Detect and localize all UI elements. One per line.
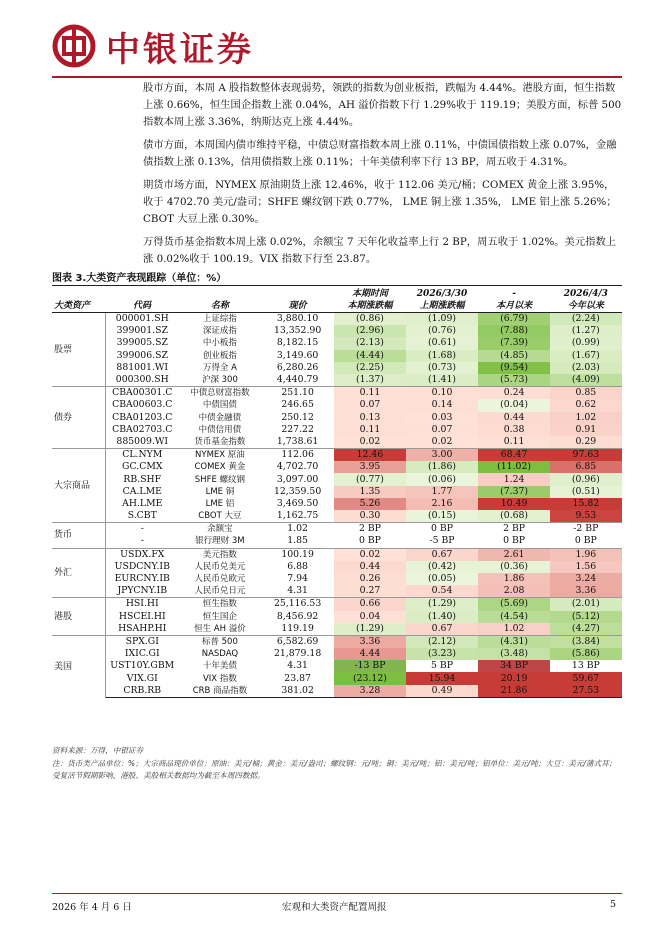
table-row: [52, 648, 622, 660]
asset-name-cell: 人民币兑美元: [194, 561, 246, 572]
asset-class-label: 货币: [52, 523, 105, 548]
asset-name-cell: 上证综指: [202, 314, 237, 325]
footer-title: 宏观和大类资产配置周报: [282, 902, 387, 913]
change-cell: 0.11: [478, 436, 549, 449]
table-row: [52, 473, 622, 485]
change-cell: 0 BP: [406, 523, 479, 536]
change-cell: 6.85: [550, 461, 622, 473]
asset-code-cell: IXIC.GI: [124, 648, 160, 660]
asset-name-cell: 深证成指: [202, 326, 237, 337]
price-cell: 1.02: [261, 523, 334, 536]
asset-name-cell: SHFE 螺纹钢: [194, 474, 246, 485]
asset-name-cell: VIX 指数: [202, 673, 237, 684]
table-body: [52, 313, 622, 698]
asset-class-label: 大宗商品: [52, 449, 105, 523]
change-cell: 0.30: [334, 510, 405, 523]
change-cell: (2.03): [550, 362, 622, 374]
change-cell: (3.84): [550, 635, 622, 648]
change-cell: (2.01): [550, 598, 622, 611]
change-cell: 0.07: [406, 424, 479, 436]
change-cell: 0.03: [406, 412, 479, 424]
asset-code-cell: VIX.GI: [126, 672, 158, 684]
change-cell: (1.27): [550, 325, 622, 337]
change-cell: (7.88): [478, 325, 549, 337]
change-cell: (0.99): [550, 337, 622, 349]
asset-code-cell: HSI.HI: [105, 598, 179, 611]
price-cell: 246.65: [281, 399, 314, 411]
header-top-cell: 本期时间: [351, 289, 388, 299]
asset-code-cell: UST10Y.GBM: [110, 660, 175, 672]
table-row: [52, 337, 622, 349]
price-cell: 6,582.69: [261, 635, 334, 648]
change-cell: (0.36): [478, 561, 549, 573]
asset-name-cell: 中债总财富指数: [179, 387, 261, 400]
change-cell: (0.96): [550, 473, 622, 485]
header-cell: 大类资产: [52, 300, 105, 313]
asset-code-cell: EURCNY.IB: [114, 573, 170, 585]
price-cell: 1,738.61: [276, 435, 319, 447]
change-cell: (9.54): [478, 362, 549, 374]
table-row: [52, 611, 622, 623]
table-row: [52, 660, 622, 672]
change-cell: 1.77: [406, 486, 479, 498]
change-cell: (4.44): [334, 350, 405, 362]
change-cell: (0.06): [406, 473, 479, 485]
asset-code-cell: 000001.SH: [115, 313, 169, 325]
header-cell: 今年以来: [550, 300, 622, 313]
change-cell: (0.15): [406, 510, 479, 523]
asset-name-cell: CRB 商品指数: [179, 685, 261, 698]
change-cell: (5.86): [550, 648, 622, 660]
price-cell: 21,879.18: [273, 648, 322, 660]
change-cell: -5 BP: [429, 535, 455, 547]
price-cell: 3,097.00: [276, 473, 319, 485]
figure-rule: [52, 285, 622, 286]
bank-of-china-logo-icon: [52, 24, 96, 68]
asset-code-cell: -: [105, 523, 179, 536]
table-row: [52, 598, 622, 611]
brand-logo: [52, 22, 254, 70]
asset-code-cell: HSAHP.HI: [118, 622, 167, 634]
asset-name-cell: 标普 500: [179, 635, 261, 648]
change-cell: (7.37): [478, 486, 549, 498]
change-cell: (1.29): [406, 598, 479, 611]
change-cell: 3.28: [334, 685, 405, 698]
change-cell: 12.46: [334, 449, 405, 462]
price-cell: 8,182.15: [276, 337, 319, 349]
change-cell: 1.02: [550, 412, 622, 424]
change-cell: (1.86): [406, 461, 479, 473]
change-cell: 15.94: [406, 672, 479, 684]
change-cell: 0.44: [478, 412, 549, 424]
price-cell: 13,352.90: [273, 325, 322, 337]
asset-class-label: 股票: [52, 313, 105, 387]
header-top-cell: [179, 288, 261, 300]
asset-performance-table: [52, 288, 622, 698]
table-row: [52, 424, 622, 436]
price-cell: 3,149.60: [276, 349, 319, 361]
change-cell: 2 BP: [334, 523, 405, 536]
change-cell: (0.61): [406, 337, 479, 349]
table-row: [52, 510, 622, 523]
change-cell: (4.09): [550, 374, 622, 387]
asset-name-cell: 人民币兑日元: [194, 586, 246, 597]
footer-date: 2026 年 4 月 6 日: [52, 902, 132, 913]
change-cell: (2.24): [550, 313, 622, 326]
header-top-cell: [261, 288, 334, 300]
asset-name-cell: 创业板指: [202, 350, 237, 361]
change-cell: (4.85): [478, 350, 549, 362]
change-cell: 0.07: [334, 399, 405, 411]
change-cell: 3.24: [550, 573, 622, 585]
change-cell: 2.16: [406, 498, 479, 510]
change-cell: 21.86: [478, 685, 549, 698]
price-cell: 8,456.92: [276, 610, 319, 622]
change-cell: 0.11: [334, 387, 405, 400]
table-row: [52, 461, 622, 473]
asset-name-cell: NASDAQ: [201, 649, 239, 660]
asset-code-cell: CBA00603.C: [112, 399, 173, 411]
asset-code-cell: JPYCNY.IB: [117, 585, 168, 597]
asset-class-label: 美国: [52, 635, 105, 697]
table-row: [52, 486, 622, 498]
price-cell: 3,469.50: [276, 497, 319, 509]
asset-code-cell: SPX.GI: [105, 635, 179, 648]
change-cell: 3.95: [334, 461, 405, 473]
change-cell: (0.04): [478, 399, 549, 411]
change-cell: 1.35: [334, 486, 405, 498]
change-cell: 0 BP: [503, 535, 526, 547]
change-cell: 1.24: [478, 473, 549, 485]
table-row: [52, 325, 622, 337]
change-cell: 0 BP: [358, 535, 381, 547]
price-cell: 1.85: [287, 535, 308, 547]
price-cell: 251.10: [261, 387, 334, 400]
price-cell: 3,880.10: [276, 313, 319, 325]
price-cell: 25,116.53: [261, 598, 334, 611]
price-cell: 4.31: [287, 660, 308, 672]
change-cell: 3.00: [406, 449, 479, 462]
change-cell: 0.91: [550, 424, 622, 436]
asset-name-cell: 美元指数: [179, 548, 261, 561]
table-row: [52, 548, 622, 561]
price-cell: 4,702.70: [276, 461, 319, 473]
change-cell: (5.12): [550, 611, 622, 623]
change-cell: 97.63: [550, 449, 622, 462]
change-cell: 10.49: [478, 498, 549, 510]
header-top-cell: [52, 288, 105, 300]
asset-name-cell: 恒生国企: [202, 611, 237, 622]
change-cell: 0.11: [334, 424, 405, 436]
table-row: [52, 436, 622, 449]
asset-name-cell: NYMEX 原油: [179, 449, 261, 462]
header-cell: 代码: [105, 300, 179, 313]
source-note: 资料来源：万得，中银证券: [52, 746, 144, 755]
change-cell: (23.12): [334, 672, 405, 684]
asset-name-cell: 余额宝: [179, 523, 261, 536]
header-top-cell: -: [512, 289, 516, 299]
asset-code-cell: HSCEI.HI: [118, 610, 166, 622]
change-cell: (2.12): [406, 635, 479, 648]
table-row: [52, 623, 622, 636]
paragraph-futures: 期货市场方面，NYMEX 原油期货上涨 12.46%，收于 112.06 美元/桶；COMEX 黄金上涨 3.95%，收于 4702.70 美元/盎司；SHFE 螺纹钢下跌 0.77%， LME 铜上涨 1.35%， LME 铝上涨 5.26%；CBOT 大豆上涨 0.30%。: [143, 179, 617, 225]
change-cell: 3.36: [550, 585, 622, 598]
asset-name-cell: 恒生 AH 溢价: [194, 623, 246, 634]
asset-code-cell: AH.LME: [122, 497, 163, 509]
asset-name-cell: 人民币兑欧元: [194, 574, 246, 585]
asset-code-cell: 881001.WI: [116, 361, 169, 373]
asset-name-cell: 银行理财 3M: [195, 536, 245, 547]
change-cell: (1.41): [406, 374, 479, 387]
change-cell: (1.40): [406, 611, 479, 623]
asset-name-cell: 中债金融债: [198, 412, 242, 423]
change-cell: 0.02: [334, 548, 405, 561]
change-cell: 34 BP: [478, 660, 549, 672]
asset-code-cell: RB.SHF: [123, 473, 162, 485]
change-cell: (5.69): [478, 598, 549, 611]
change-cell: (6.79): [478, 313, 549, 326]
change-cell: 0.29: [550, 436, 622, 449]
table-row: [52, 523, 622, 536]
change-cell: 59.67: [550, 672, 622, 684]
change-cell: (0.68): [478, 510, 549, 523]
change-cell: 20.19: [478, 672, 549, 684]
table-row: [52, 685, 622, 698]
table-row: [52, 374, 622, 387]
asset-name-cell: 货币基金指数: [194, 436, 246, 447]
change-cell: 13 BP: [571, 660, 600, 672]
asset-name-cell: 十年美债: [202, 661, 237, 672]
change-cell: 0.04: [334, 611, 405, 623]
table-row: [52, 535, 622, 548]
price-cell: 6,280.26: [276, 361, 319, 373]
price-cell: 227.22: [281, 423, 314, 435]
change-cell: (0.76): [406, 325, 479, 337]
figure-title: 图表 3.大类资产表现跟踪（单位：%）: [52, 273, 227, 284]
change-cell: 0.67: [406, 548, 479, 561]
change-cell: (1.67): [550, 350, 622, 362]
price-cell: 23.87: [284, 672, 311, 684]
asset-code-cell: GC.CMX: [122, 461, 163, 473]
table-row: [52, 362, 622, 374]
change-cell: 0.85: [550, 387, 622, 400]
table-row: [52, 313, 622, 326]
change-cell: (7.39): [478, 337, 549, 349]
price-cell: 381.02: [261, 685, 334, 698]
footer-page-number: 5: [610, 899, 617, 910]
price-cell: 100.19: [261, 548, 334, 561]
asset-code-cell: 000300.SH: [115, 374, 169, 386]
table-row: [52, 573, 622, 585]
asset-name-cell: 沪深 300: [201, 375, 238, 386]
change-cell: (2.96): [334, 325, 405, 337]
asset-name-cell: COMEX 黄金: [194, 462, 246, 473]
change-cell: -13 BP: [334, 660, 405, 672]
header-top-cell: [105, 288, 179, 300]
change-cell: (4.27): [550, 623, 622, 636]
change-cell: (4.31): [478, 635, 549, 648]
change-cell: 3.36: [334, 635, 405, 648]
brand-name: 中银证券: [106, 29, 254, 70]
table-footnote: 注：货币类产品单位：%；大宗商品现价单位：原油：美元/桶；黄金：美元/盎司；螺纹钢：元/吨；铜：美元/吨；铝：美元/吨；铝单位：美元/吨；大豆：美元/蒲式耳；受复活节假期影响，港股、美股相关数据均为截至本周四数据。: [52, 759, 617, 780]
change-cell: 0.02: [406, 436, 479, 449]
table-row: [52, 350, 622, 362]
price-cell: 112.06: [261, 449, 334, 462]
change-cell: 0.67: [406, 623, 479, 636]
paragraph-money: 万得货币基金指数本周上涨 0.02%，余额宝 7 天年化收益率上行 2 BP，周五收于 1.02%。美元指数上涨 0.02%收于 100.19。VIX 指数下行至 23.87。: [143, 236, 617, 265]
price-cell: 12,359.50: [273, 485, 322, 497]
header-top-cell: 2026/4/3: [563, 289, 608, 299]
price-cell: 1,162.75: [276, 510, 319, 522]
asset-code-cell: CBA02703.C: [112, 423, 173, 435]
change-cell: 2.61: [478, 548, 549, 561]
change-cell: 68.47: [478, 449, 549, 462]
body-text: [143, 80, 624, 274]
asset-name-cell: CBOT 大豆: [198, 511, 242, 522]
change-cell: 1.96: [550, 548, 622, 561]
change-cell: (3.48): [478, 648, 549, 660]
asset-code-cell: 399005.SZ: [116, 337, 168, 349]
change-cell: 27.53: [550, 685, 622, 698]
header-top-cell: 2026/3/30: [416, 289, 468, 299]
asset-class-label: 债券: [52, 387, 105, 449]
asset-name-cell: 恒生指数: [179, 598, 261, 611]
change-cell: 0.24: [478, 387, 549, 400]
change-cell: (0.77): [334, 473, 405, 485]
asset-name-cell: 中债国债: [202, 400, 237, 411]
table-row: [52, 672, 622, 684]
change-cell: 0.66: [334, 598, 405, 611]
change-cell: 0.38: [478, 424, 549, 436]
asset-code-cell: CRB.RB: [105, 685, 179, 698]
asset-name-cell: 万得全 A: [202, 362, 237, 373]
asset-name-cell: LME 铝: [205, 498, 235, 509]
change-cell: (2.13): [334, 337, 405, 349]
table-row: [52, 561, 622, 573]
change-cell: (0.86): [334, 313, 405, 326]
change-cell: (0.05): [406, 573, 479, 585]
asset-name-cell: 中小板指: [202, 338, 237, 349]
asset-class-label: 外汇: [52, 548, 105, 598]
table-row: [52, 449, 622, 462]
asset-code-cell: CBA00301.C: [105, 387, 179, 400]
table-row: [52, 387, 622, 400]
change-cell: 2 BP: [478, 523, 549, 536]
change-cell: (1.29): [334, 623, 405, 636]
asset-code-cell: CA.LME: [122, 485, 162, 497]
change-cell: (1.37): [334, 374, 405, 387]
change-cell: (1.68): [406, 350, 479, 362]
header-cell: 本月以来: [478, 300, 549, 313]
change-cell: (11.02): [478, 461, 549, 473]
change-cell: 9.53: [550, 510, 622, 523]
change-cell: (0.51): [550, 486, 622, 498]
price-cell: 250.12: [281, 411, 314, 423]
change-cell: 2.08: [478, 585, 549, 598]
change-cell: (2.25): [334, 362, 405, 374]
change-cell: (0.73): [406, 362, 479, 374]
table-row: [52, 412, 622, 424]
change-cell: 0.44: [334, 561, 405, 573]
change-cell: 4.44: [334, 648, 405, 660]
header-cell: 本期涨跌幅: [334, 300, 405, 313]
asset-code-cell: 399001.SZ: [116, 325, 168, 337]
change-cell: 0.27: [334, 585, 405, 598]
footer-rule: [52, 893, 622, 894]
change-cell: 1.02: [478, 623, 549, 636]
change-cell: 0.26: [334, 573, 405, 585]
table-row: [52, 585, 622, 598]
change-cell: 0.10: [406, 387, 479, 400]
change-cell: 0 BP: [574, 535, 597, 547]
change-cell: 0.14: [406, 399, 479, 411]
change-cell: 15.82: [550, 498, 622, 510]
asset-class-label: 港股: [52, 598, 105, 636]
table-row: [52, 635, 622, 648]
change-cell: 5 BP: [431, 660, 453, 672]
header-cell: 上期涨跌幅: [406, 300, 479, 313]
asset-code-cell: USDCNY.IB: [114, 560, 170, 572]
table-row: [52, 498, 622, 510]
asset-code-cell: -: [140, 535, 144, 547]
paragraph-bonds: 债市方面，本周国内债市维持平稳，中债总财富指数本周上涨 0.11%，中债国债指数上涨 0.07%，金融债指数上涨 0.13%，信用债指数上涨 0.11%；十年美债利率下行 13 BP，周五收于 4.31%。: [143, 139, 617, 168]
change-cell: (3.23): [406, 648, 479, 660]
asset-name-cell: LME 铜: [205, 486, 235, 497]
asset-code-cell: CL.NYM: [105, 449, 179, 462]
price-cell: 119.19: [281, 622, 314, 634]
header-rule: [52, 76, 622, 78]
header-cell: 名称: [179, 300, 261, 313]
asset-code-cell: S.CBT: [127, 510, 157, 522]
asset-code-cell: 399006.SZ: [116, 349, 168, 361]
header-cell: 现价: [261, 300, 334, 313]
change-cell: 0.49: [406, 685, 479, 698]
change-cell: 0.13: [334, 412, 405, 424]
asset-name-cell: 中债信用债: [198, 424, 242, 435]
asset-code-cell: USDX.FX: [105, 548, 179, 561]
change-cell: 1.86: [478, 573, 549, 585]
price-cell: 4,440.79: [276, 374, 319, 386]
asset-code-cell: 885009.WI: [116, 435, 169, 447]
change-cell: (0.42): [406, 561, 479, 573]
change-cell: 0.02: [334, 436, 405, 449]
change-cell: 0.62: [550, 399, 622, 411]
change-cell: 5.26: [334, 498, 405, 510]
change-cell: 0.54: [406, 585, 479, 598]
asset-code-cell: CBA01203.C: [112, 411, 173, 423]
table-row: [52, 399, 622, 411]
change-cell: (1.09): [406, 313, 479, 326]
change-cell: (4.54): [478, 611, 549, 623]
price-cell: 6.88: [287, 560, 308, 572]
change-cell: -2 BP: [550, 523, 622, 536]
change-cell: (5.73): [478, 374, 549, 387]
price-cell: 7.94: [287, 573, 308, 585]
price-cell: 4.31: [287, 585, 308, 597]
change-cell: 1.56: [550, 561, 622, 573]
paragraph-stocks: 股市方面，本周 A 股指数整体表现弱势，领跌的指数为创业板指，跌幅为 4.44%。港股方面，恒生指数上涨 0.66%，恒生国企指数上涨 0.04%，AH 溢价指数下行 1.29%收于 119.19；美股方面，标普 500 指数本周上涨 3.36%，纳斯达克上涨 4.44%。: [143, 82, 622, 128]
